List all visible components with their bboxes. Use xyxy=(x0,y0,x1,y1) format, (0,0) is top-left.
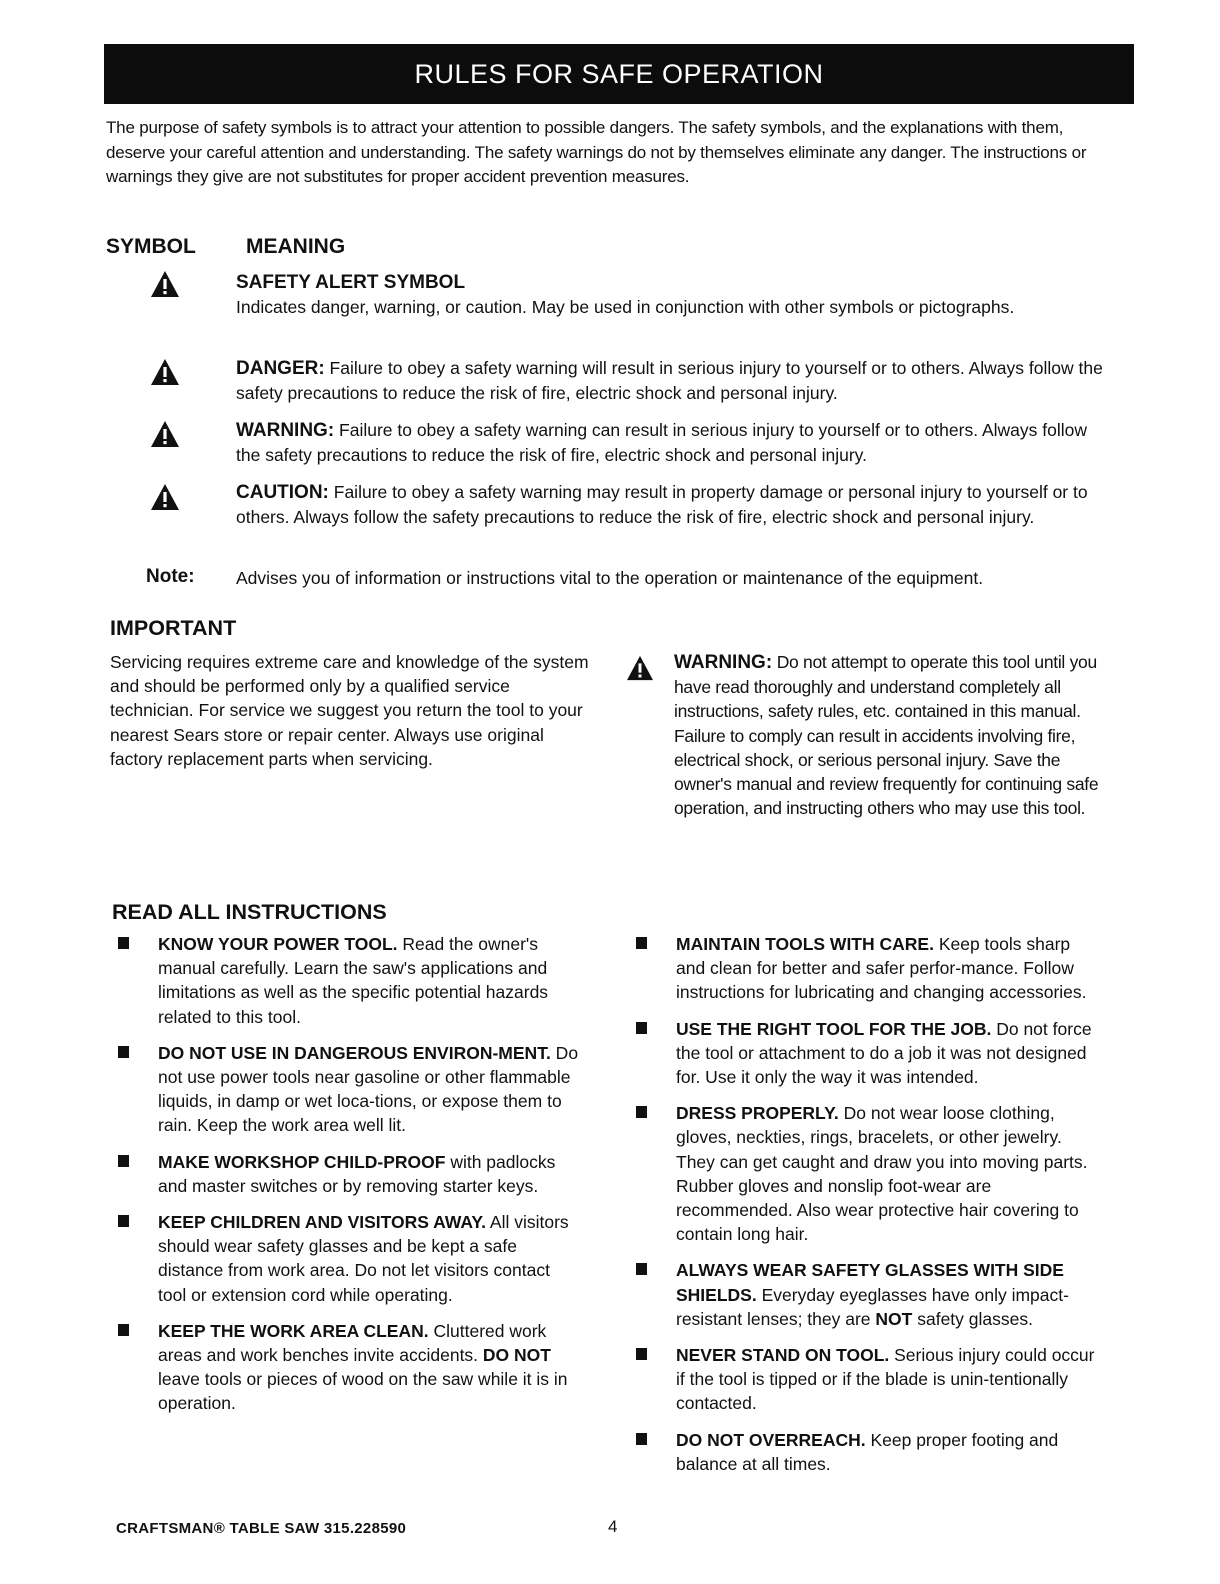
warning-text: Do not attempt to operate this tool until you have read thoroughly and understand completely all instructions, safety rules, etc. contained in this manual. Failure to comply can result in accidents involving fire, electrical shock, or serious personal injury. Save the owner's manual and review frequently for continuing safe operation, and instructing others who may use this tool. xyxy=(674,652,1099,819)
item-heading: MAKE WORKSHOP CHILD-PROOF xyxy=(158,1151,446,1172)
warning-label: WARNING: xyxy=(674,652,773,673)
item-heading: USE THE RIGHT TOOL FOR THE JOB. xyxy=(676,1018,992,1039)
item-text: Read the owner's manual carefully. Learn the saw's applications and limitations as well as the specific potential hazards related to this tool. xyxy=(158,934,549,1027)
item-text: Serious injury could occur if the tool is tipped or if the blade is unin-tentionally contacted. xyxy=(676,1345,1095,1414)
list-item xyxy=(628,932,1098,1005)
instructions-right-column xyxy=(628,932,1098,1476)
item-text: leave tools or pieces of wood on the saw while it is in operation. xyxy=(158,1369,568,1414)
symbol-safety-alert xyxy=(236,270,1106,320)
bullet-icon xyxy=(636,1106,647,1118)
bullet-icon xyxy=(636,1022,647,1034)
item-text: Keep proper footing and balance at all times. xyxy=(676,1429,1059,1474)
item-heading: NEVER STAND ON TOOL. xyxy=(676,1345,890,1366)
item-text: All visitors should wear safety glasses and be kept a safe distance from work area. Do not let visitors contact tool or extension cord while operating. xyxy=(158,1212,569,1305)
list-item xyxy=(628,1258,1098,1331)
item-emphasis: DO NOT xyxy=(482,1345,551,1366)
symbol-description: Failure to obey a safety warning can result in serious injury to yourself or to others. Always follow the safety precautions to reduce the risk of fire, electric shock and personal injury. xyxy=(236,420,1088,465)
item-text: Cluttered work areas and work benches invite accidents. xyxy=(158,1320,547,1366)
item-text: with padlocks and master switches or by removing starter keys. xyxy=(158,1151,556,1196)
symbol-description: Indicates danger, warning, or caution. May be used in conjunction with other symbols or pictographs. xyxy=(236,297,1015,317)
warning-icon xyxy=(626,655,654,681)
symbol-warning xyxy=(236,418,1106,468)
bullet-icon xyxy=(118,1324,129,1336)
footer-brand: CRAFTSMAN® TABLE SAW 315.228590 xyxy=(116,1520,407,1537)
symbol-title: CAUTION: xyxy=(236,482,329,503)
list-item xyxy=(628,1101,1098,1246)
important-heading: IMPORTANT xyxy=(110,616,237,640)
item-text: Keep tools sharp and clean for better and safer perfor-mance. Follow instructions for lubricating and changing accessories. xyxy=(676,934,1087,1003)
item-text: Do not force the tool or attachment to do a job it was not designed for. Use it only the way it was intended. xyxy=(676,1018,1092,1088)
page-number: 4 xyxy=(608,1517,618,1536)
list-item xyxy=(628,1343,1098,1416)
note-label: Note: xyxy=(146,566,195,587)
item-heading: MAINTAIN TOOLS WITH CARE. xyxy=(676,934,934,954)
bullet-icon xyxy=(636,937,647,949)
list-item xyxy=(110,1210,580,1307)
bullet-icon xyxy=(118,1155,129,1167)
owner-manual-warning xyxy=(674,650,1099,820)
caution-alert-icon xyxy=(150,483,180,511)
item-heading: KNOW YOUR POWER TOOL. xyxy=(158,934,398,954)
bullet-icon xyxy=(636,1263,647,1275)
symbol-danger xyxy=(236,356,1106,406)
item-text: Do not wear loose clothing, gloves, neckties, rings, bracelets, or other jewelry. They can get caught and draw you into moving parts. Rubber gloves and nonslip foot-wear are recommended. Also wear protective hair covering to contain long hair. xyxy=(676,1103,1088,1245)
list-item xyxy=(110,932,580,1029)
list-item xyxy=(110,1150,580,1198)
meaning-column-header: MEANING xyxy=(246,235,346,258)
item-heading: KEEP THE WORK AREA CLEAN. xyxy=(158,1320,429,1341)
symbol-column-header: SYMBOL xyxy=(106,235,196,258)
item-text: Do not use power tools near gasoline or other flammable liquids, in damp or wet loca-tions, or expose them to rain. Keep the work area well lit. xyxy=(158,1042,579,1136)
intro-paragraph: The purpose of safety symbols is to attract your attention to possible dangers. The safety symbols, and the explanations with them, deserve your careful attention and understanding. The safety warnings do not by themselves eliminate any danger. The instructions or warnings they give are not substitutes for proper accident prevention measures. xyxy=(106,118,1087,186)
item-text: Everyday eyeglasses have only impact-resistant lenses; they are xyxy=(676,1284,1069,1329)
list-item xyxy=(628,1428,1098,1476)
item-emphasis: NOT xyxy=(875,1308,913,1329)
symbol-caution xyxy=(236,480,1106,530)
danger-alert-icon xyxy=(150,358,180,386)
important-paragraph: Servicing requires extreme care and knowledge of the system and should be performed only by a qualified service technician. For service we suggest you return the tool to your nearest Sears store or repair center. Always use original factory replacement parts when servicing. xyxy=(110,652,589,769)
instructions-left-column xyxy=(110,932,580,1416)
warning-alert-icon xyxy=(150,420,180,448)
note-text: Advises you of information or instructions vital to the operation or maintenance of the equipment. xyxy=(236,568,984,588)
item-heading: ALWAYS WEAR SAFETY GLASSES WITH SIDE SHIELDS. xyxy=(676,1260,1064,1305)
list-item xyxy=(110,1041,580,1138)
symbol-description: Failure to obey a safety warning may result in property damage or personal injury to yourself or to others. Always follow the safety precautions to reduce the risk of fire, electric shock and personal injury. xyxy=(236,482,1088,527)
bullet-icon xyxy=(636,1348,647,1360)
symbol-title: SAFETY ALERT SYMBOL xyxy=(236,272,466,293)
list-item xyxy=(110,1319,580,1416)
item-heading: DO NOT USE IN DANGEROUS ENVIRON-MENT. xyxy=(158,1042,551,1063)
bullet-icon xyxy=(118,1215,129,1227)
safety-alert-icon xyxy=(150,270,180,298)
read-all-instructions-heading: READ ALL INSTRUCTIONS xyxy=(112,900,387,924)
item-heading: DRESS PROPERLY. xyxy=(676,1103,839,1124)
bullet-icon xyxy=(636,1433,647,1445)
bullet-icon xyxy=(118,937,129,949)
item-heading: KEEP CHILDREN AND VISITORS AWAY. xyxy=(158,1212,487,1233)
item-text: safety glasses. xyxy=(912,1308,1033,1329)
page-title-banner: RULES FOR SAFE OPERATION xyxy=(104,44,1134,104)
symbol-title: WARNING: xyxy=(236,420,335,441)
symbol-title: DANGER: xyxy=(236,358,325,379)
item-heading: DO NOT OVERREACH. xyxy=(676,1429,866,1450)
bullet-icon xyxy=(118,1046,129,1058)
list-item xyxy=(628,1017,1098,1090)
symbol-description: Failure to obey a safety warning will result in serious injury to yourself or to others. Always follow the safety precautions to reduce the risk of fire, electric shock and personal injury. xyxy=(236,358,1103,403)
